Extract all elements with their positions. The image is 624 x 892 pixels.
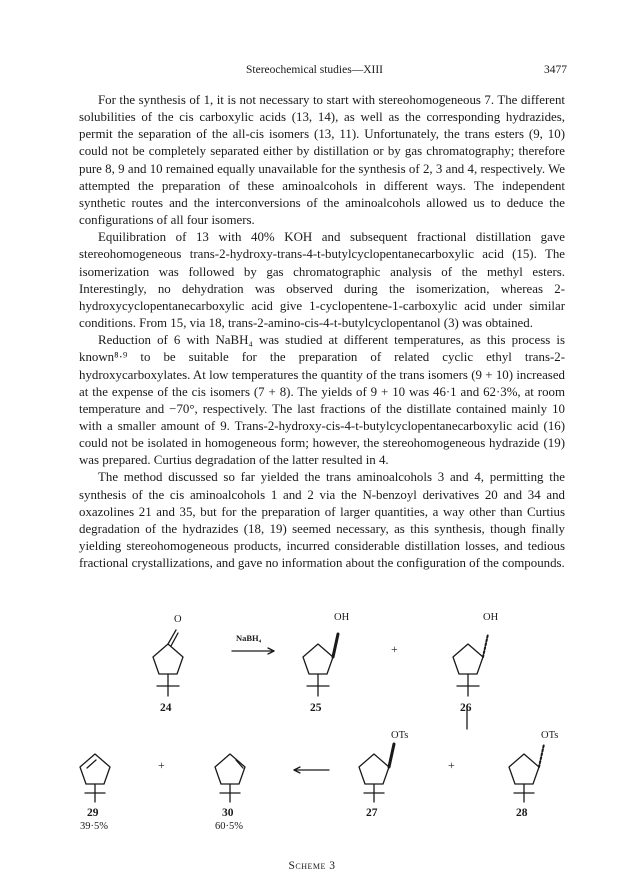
tosyloxy-label-27: OTs bbox=[391, 730, 409, 741]
compound-label-28: 28 bbox=[516, 807, 528, 819]
paragraph-2: Equilibration of 13 with 40% KOH and subsequent fractional distillation gave stereohomogeneous trans-2-hydroxy-trans-4-t-butylcyclopentanecarboxylic acid (15). The isomerization was followed by gas chromatographic analysis of the methyl esters. Interestingly, no dehydration was observed during the isomerization, whereas 2-hydroxycyclopentanecarboxylic acid give 1-cyclopentene-1-carboxylic acid under similar conditions. From 15, via 18, trans-2-amino-cis-4-t-butylcyclopentanol (3) was obtained. bbox=[79, 230, 565, 331]
yield-29: 39·5% bbox=[80, 821, 108, 832]
structure-27 bbox=[359, 744, 394, 802]
hydroxyl-label-25: OH bbox=[334, 612, 350, 623]
ketone-oxygen-label: O bbox=[174, 614, 182, 625]
plus-sign-2: + bbox=[158, 758, 165, 772]
compound-label-30: 30 bbox=[222, 807, 234, 819]
page-number: 3477 bbox=[544, 64, 567, 76]
structure-25 bbox=[303, 634, 338, 696]
compound-label-29: 29 bbox=[87, 807, 99, 819]
running-title: Stereochemical studies—XIII bbox=[246, 64, 383, 76]
page-header bbox=[0, 64, 624, 80]
body-text bbox=[79, 92, 565, 572]
scheme-caption: Scheme 3 bbox=[288, 860, 336, 872]
yield-30: 60·5% bbox=[215, 821, 243, 832]
paragraph-1: For the synthesis of 1, it is not necessary to start with stereohomogeneous 7. The different solubilities of the cis carboxylic acids (13, 14), as well as the corresponding hydrazides, permit the separation of the all-cis isomers (13, 11). Unfortunately, the trans esters (9, 10) could not be completely separated either by distillation or by gas chromatography; therefore pure 8, 9 and 10 remained equally unavailable for the synthesis of 2, 3 and 4, respectively. We attempted the preparation of these aminoalcohols in different ways. The independent synthetic routes and the interconversions of the aminoalcohols allowed us to deduce the configurations of all four isomers. bbox=[79, 93, 565, 228]
structure-26 bbox=[453, 634, 488, 696]
compound-label-24: 24 bbox=[160, 702, 172, 714]
compound-label-26: 26 bbox=[460, 702, 472, 714]
arrow-nabh4 bbox=[232, 648, 274, 654]
plus-sign-3: + bbox=[448, 758, 455, 772]
structure-28 bbox=[509, 744, 544, 802]
structure-30 bbox=[215, 754, 245, 802]
compound-label-25: 25 bbox=[310, 702, 322, 714]
structure-24 bbox=[153, 630, 183, 696]
structure-29 bbox=[80, 754, 110, 802]
compound-label-27: 27 bbox=[366, 807, 378, 819]
arrow-27-30 bbox=[294, 767, 329, 773]
reagent-label: NaBH₄ bbox=[236, 633, 262, 643]
reaction-scheme bbox=[0, 606, 624, 856]
plus-sign-1: + bbox=[391, 642, 398, 656]
hydroxyl-label-26: OH bbox=[483, 612, 499, 623]
paragraph-4: The method discussed so far yielded the trans aminoalcohols 3 and 4, permitting the synthesis of the cis aminoalcohols 1 and 2 via the N-benzoyl derivatives 20 and 34 and oxazolines 21 and 35, but for the preparation of larger quantities, a way other than Curtius degradation of the hydrazides (18, 19) seemed necessary, as this synthesis, though finally yielding stereohomogeneous products, incurred considerable distillation losses, and tedious fractional crystallizations, and gave no information about the configuration of the compounds. bbox=[79, 470, 565, 571]
paragraph-3: Reduction of 6 with NaBH₄ was studied at different temperatures, as this process is known⁸·⁹ to be suitable for the preparation of related cyclic ethyl trans-2-hydroxycarboxylates. At low temperatures the quantity of the trans isomers (9 + 10) increased at the expense of the cis isomers (7 + 8). The yields of 9 + 10 was 46·1 and 62·3%, at room temperature and −70°, respectively. The last fractions of the distillate contained mainly 10 with a smaller amount of 9. Trans-2-hydroxy-cis-4-t-butylcyclopentanecarboxylic acid (16) could not be isolated in homogeneous form; however, the stereohomogeneous hydrazide (19) was prepared. Curtius degradation of the latter resulted in 4. bbox=[79, 333, 565, 468]
tosyloxy-label-28: OTs bbox=[541, 730, 559, 741]
